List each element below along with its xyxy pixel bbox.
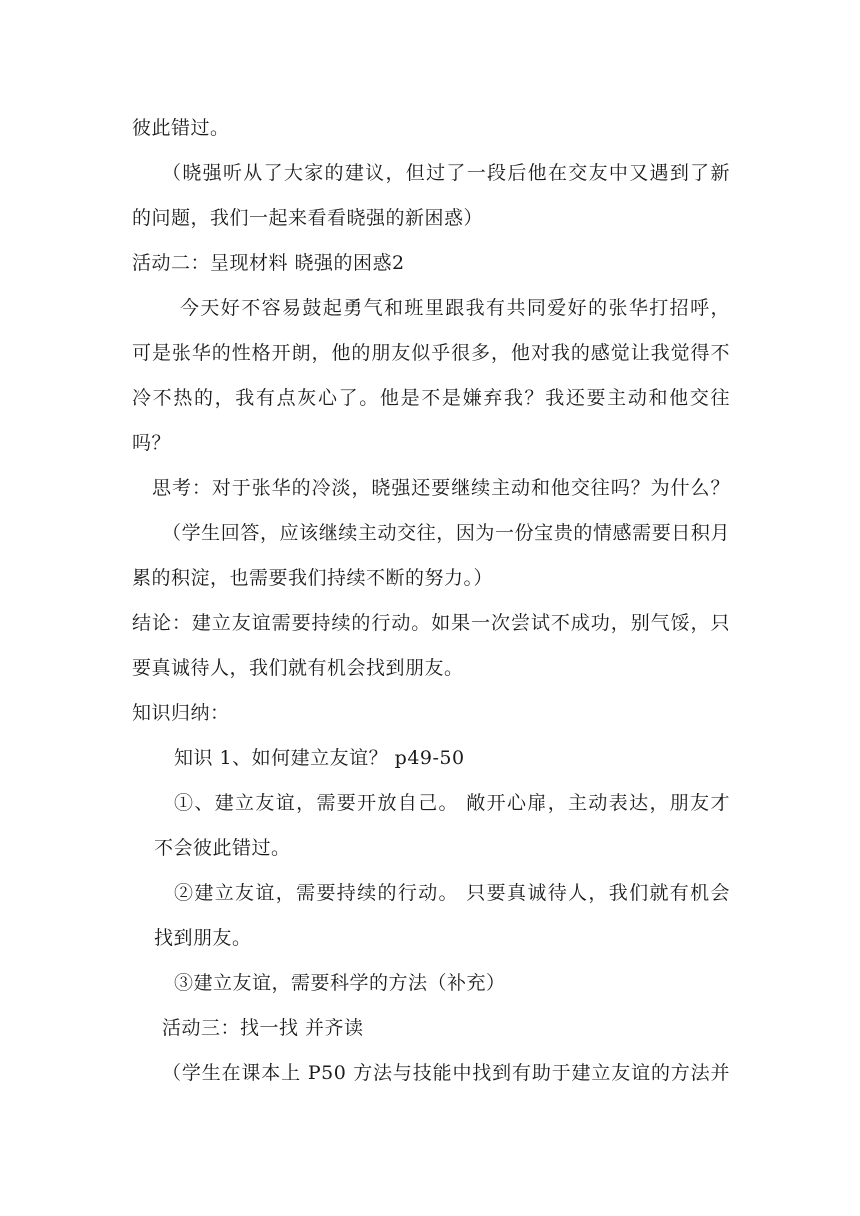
text-line-10: （学生回答，应该继续主动交往，因为一份宝贵的情感需要日积月 [162,522,730,544]
activity-three-heading: 活动三：找一找 并齐读 [162,1017,364,1039]
knowledge-item-2-line-2: 找到朋友。 [154,927,252,949]
knowledge-item-1-line-2: 不会彼此错过。 [154,837,291,859]
thinking-question: 思考：对于张华的冷淡，晓强还要继续主动和他交往吗？为什么？ [152,477,730,499]
knowledge-item-1-line-1: ①、建立友谊，需要开放自己。 敞开心扉，主动表达，朋友才 [174,792,730,814]
knowledge-item-3: ③建立友谊，需要科学的方法（补充） [174,972,506,994]
text-line-6: 可是张华的性格开朗，他的朋友似乎很多，他对我的感觉让我觉得不 [132,342,730,364]
conclusion-line-2: 要真诚待人，我们就有机会找到朋友。 [132,657,464,679]
text-line-7: 冷不热的，我有点灰心了。他是不是嫌弃我？我还要主动和他交往 [132,387,730,409]
conclusion-line-1: 结论：建立友谊需要持续的行动。如果一次尝试不成功，别气馁，只 [132,612,730,634]
activity-two-heading: 活动二：呈现材料 晓强的困惑2 [132,252,405,274]
text-line-2: （晓强听从了大家的建议，但过了一段后他在交友中又遇到了新 [162,162,730,184]
text-line-8: 吗？ [132,432,172,454]
text-line-5: 今天好不容易鼓起勇气和班里跟我有共同爱好的张华打招呼， [180,297,730,319]
knowledge-item-2-line-1: ②建立友谊，需要持续的行动。 只要真诚待人，我们就有机会 [174,882,730,904]
knowledge-point-1-title: 知识 1、如何建立友谊？ p49-50 [174,747,465,769]
knowledge-summary-heading: 知识归纳： [132,702,230,724]
text-line-1: 彼此错过。 [132,117,230,139]
text-line-22: （学生在课本上 P50 方法与技能中找到有助于建立友谊的方法并 [162,1062,730,1084]
text-line-3: 的问题，我们一起来看看晓强的新困惑） [132,207,484,229]
text-line-11: 累的积淀，也需要我们持续不断的努力。） [132,567,494,589]
